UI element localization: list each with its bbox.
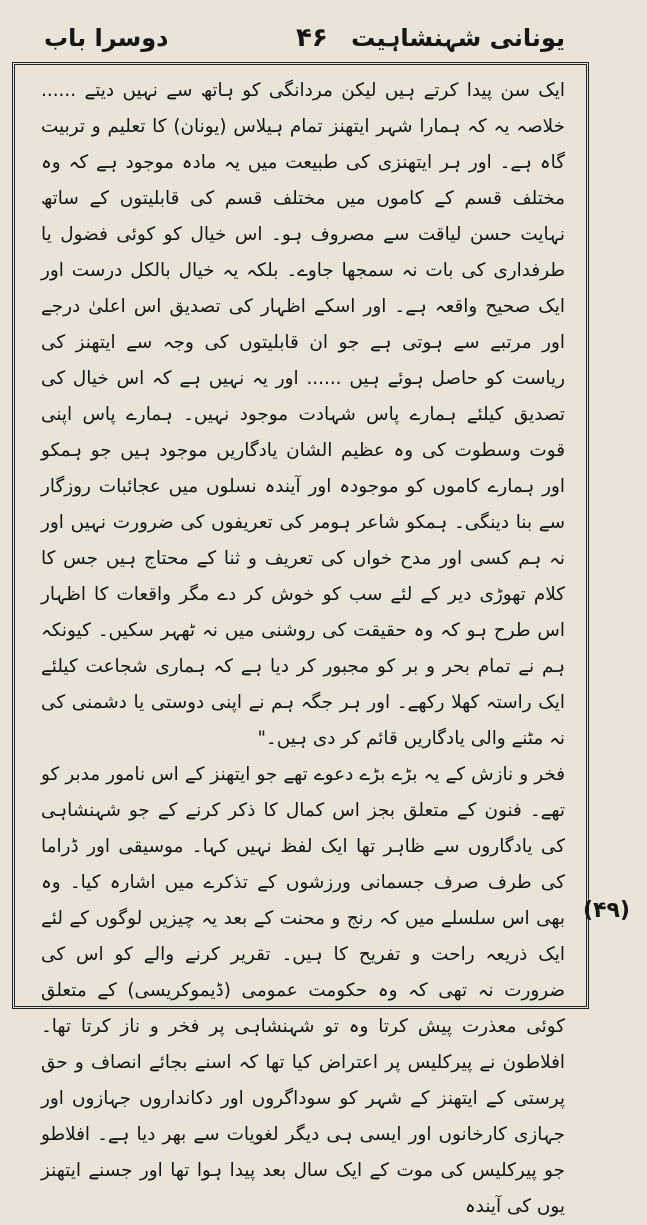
text-frame xyxy=(12,62,589,1217)
paragraph-1: ایک سن پیدا کرتے ہیں لیکن مردانگی کو ہاتھ سے نہیں دیتے ...... خلاصہ یہ کہ ہمارا شہر ایتھنز تمام ہیلاس (یونان) کا تعلیم و تربیت گاہ ہے۔ اور ہر ایتھنزی کی طبیعت میں یہ مادہ موجود ہے کہ وہ مختلف قسم کے کاموں میں مختلف قسم کی قابلیتوں کے ساتھ نہایت حسن لیاقت سے مصروف ہو۔ اس خیال کو کوئی فضول یا طرفداری کی بات نہ سمجھا جاوے۔ بلکہ یہ خیال بالکل درست اور ایک صحیح واقعہ ہے۔ اور اسکے اظہار کی تصدیق اس اعلیٰ درجے اور مرتبے سے ہوتی ہے جو ان قابلیتوں کی وجہ سے ایتھنز کی ریاست کو حاصل ہوئے ہیں ...... اور یہ نہیں ہے کہ اس خیال کی تصدیق کیلئے ہمارے پاس شہادت موجود نہیں۔ ہمارے پاس اپنی قوت وسطوت کی وہ عظیم الشان یادگاریں موجود ہیں جو ہمکو اور ہمارے کاموں کو موجودہ اور آیندہ نسلوں میں عجائبات روزگار سے بنا دینگی۔ ہمکو شاعر ہومر کی تعریفوں کی ضرورت نہیں اور نہ ہم کسی اور مدح خواں کی تعریف و ثنا کے محتاج ہیں جس کا کلام تھوڑی دیر کے لئے سب کو خوش کر دے مگر واقعات کا اظہار اس طرح ہو کہ وہ حقیقت کی روشنی میں نہ ٹھہر سکیں۔ کیونکہ ہم نے تمام بحر و بر کو مجبور کر دیا ہے کہ ہماری شجاعت کیلئے ایک راستہ کھلا رکھے۔ اور ہر جگہ ہم نے اپنی دوستی یا دشمنی کی نہ مٹنے والی یادگاریں قائم کر دی ہیں۔" xyxy=(41,80,565,749)
paragraph-2: فخر و نازش کے یہ بڑے بڑے دعوے تھے جو ایتھنز کے اس نامور مدبر کو تھے۔ فنون کے متعلق بجز اس کمال کا ذکر کرنے کے جو شہنشاہی کی یادگاروں سے ظاہر تھا ایک لفظ نہیں کہا۔ موسیقی اور ڈراما کی طرف صرف جسمانی ورزشوں کے تذکرے میں اشارہ کیا۔ وہ بھی اس سلسلے میں کہ رنج و محنت کے بعد یہ چیزیں لوگوں کے لئے ایک ذریعہ راحت و تفریح کا ہیں۔ تقریر کرنے والے کو اس کی ضرورت نہ تھی کہ وہ حکومت عمومی (ڈیموکریسی) کے متعلق کوئی معذرت پیش کرتا وہ تو شہنشاہی پر فخر و ناز کرتا تھا۔ افلاطون نے پیرکلیس پر اعتراض کیا تھا کہ اسنے بجائے انصاف و حق پرستی کے ایتھنز کے شہر کو سوداگروں اور دکانداروں جہازوں اور جہازی کارخانوں اور ایسی ہی دیگر لغویات سے بھر دیا ہے۔ افلاطو جو پیرکلیس کی موت کے ایک سال بعد پیدا ہوا تھا اور جسنے ایتھنز یوں کی آیندہ xyxy=(41,764,565,1217)
page-number: ۴۶ xyxy=(296,23,328,53)
margin-note: (۴۹) xyxy=(583,898,630,923)
page-header xyxy=(0,18,647,58)
body-text xyxy=(41,73,565,1225)
chapter-heading: دوسرا باب xyxy=(44,24,169,52)
book-title: یونانی شہنشاہیت xyxy=(351,24,565,52)
